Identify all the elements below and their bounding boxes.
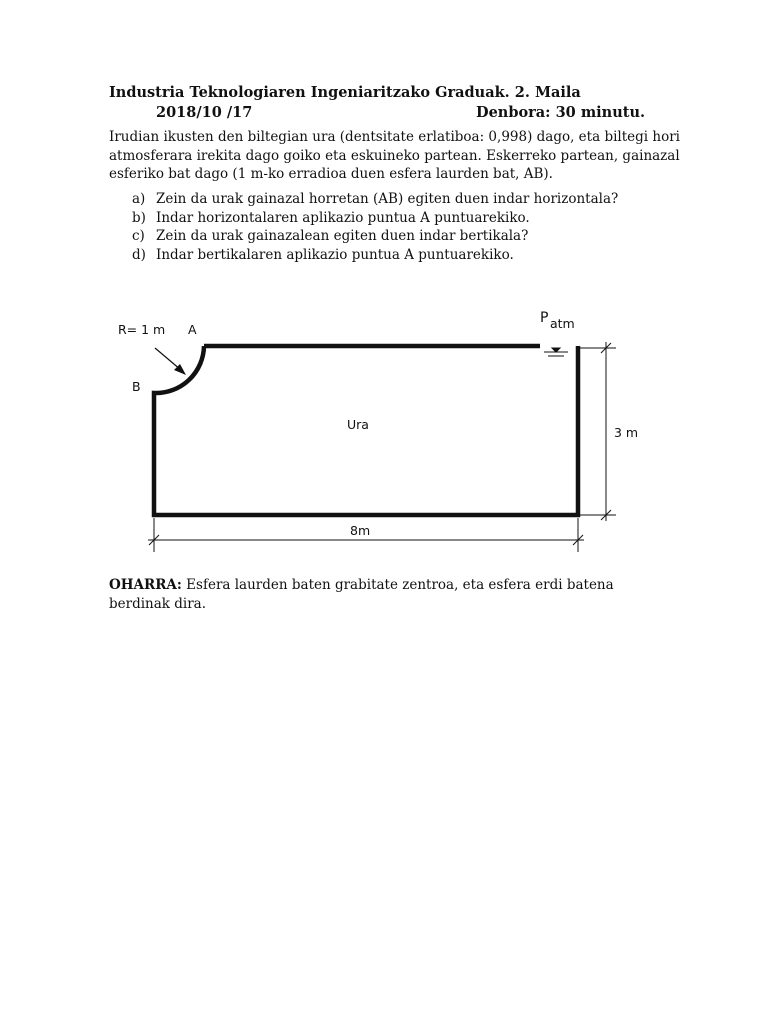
statement-line-1: Irudian ikusten den biltegian ura (dentsitate erlatiboa: 0,998) dago, eta biltegi hori bbox=[109, 129, 680, 145]
tank-diagram bbox=[100, 300, 660, 560]
radius-label: R= 1 m bbox=[118, 322, 166, 337]
width-label: 8m bbox=[350, 523, 371, 538]
question-text: Zein da urak gainazal horretan (AB) egiten duen indar horizontala? bbox=[156, 191, 619, 207]
question-item bbox=[132, 246, 618, 265]
height-label: 3 m bbox=[614, 425, 639, 440]
question-text: Indar horizontalaren aplikazio puntua A puntuarekiko. bbox=[156, 209, 530, 226]
exam-date: 2018/10 /17 bbox=[156, 104, 253, 121]
question-text: Indar bertikalaren aplikazio puntua A puntuarekiko. bbox=[156, 246, 514, 263]
problem-statement bbox=[109, 128, 680, 184]
question-item bbox=[132, 209, 618, 228]
statement-line-3: esferiko bat dago (1 m-ko erradioa duen esfera laurden bat, AB). bbox=[109, 166, 553, 182]
fluid-label: Ura bbox=[347, 417, 369, 432]
question-letter: b) bbox=[132, 209, 146, 226]
note bbox=[109, 576, 669, 614]
question-item bbox=[132, 190, 618, 209]
question-item bbox=[132, 227, 618, 246]
exam-time: Denbora: 30 minutu. bbox=[476, 104, 646, 121]
question-letter: a) bbox=[132, 191, 146, 207]
statement-line-2: atmosferara irekita dago goiko eta eskuineko partean. Eskerreko partean, gainazal bbox=[109, 147, 680, 164]
exam-title: Industria Teknologiaren Ingeniaritzako Graduak. 2. Maila bbox=[109, 84, 581, 101]
note-text: Esfera laurden baten grabitate zentroa, eta esfera erdi batena berdinak dira. bbox=[109, 577, 614, 612]
height-dimension bbox=[580, 342, 616, 521]
point-b-label: B bbox=[132, 379, 141, 394]
radius-arrow bbox=[155, 348, 186, 375]
question-text: Zein da urak gainazalean egiten duen indar bertikala? bbox=[156, 228, 529, 244]
question-letter: d) bbox=[132, 246, 146, 263]
patm-label: P bbox=[540, 310, 549, 326]
question-letter: c) bbox=[132, 228, 145, 244]
free-surface-symbol bbox=[544, 348, 568, 356]
question-list bbox=[132, 190, 618, 264]
note-label: OHARRA: bbox=[109, 577, 182, 593]
patm-subscript: atm bbox=[550, 316, 575, 331]
point-a-label: A bbox=[188, 322, 197, 337]
